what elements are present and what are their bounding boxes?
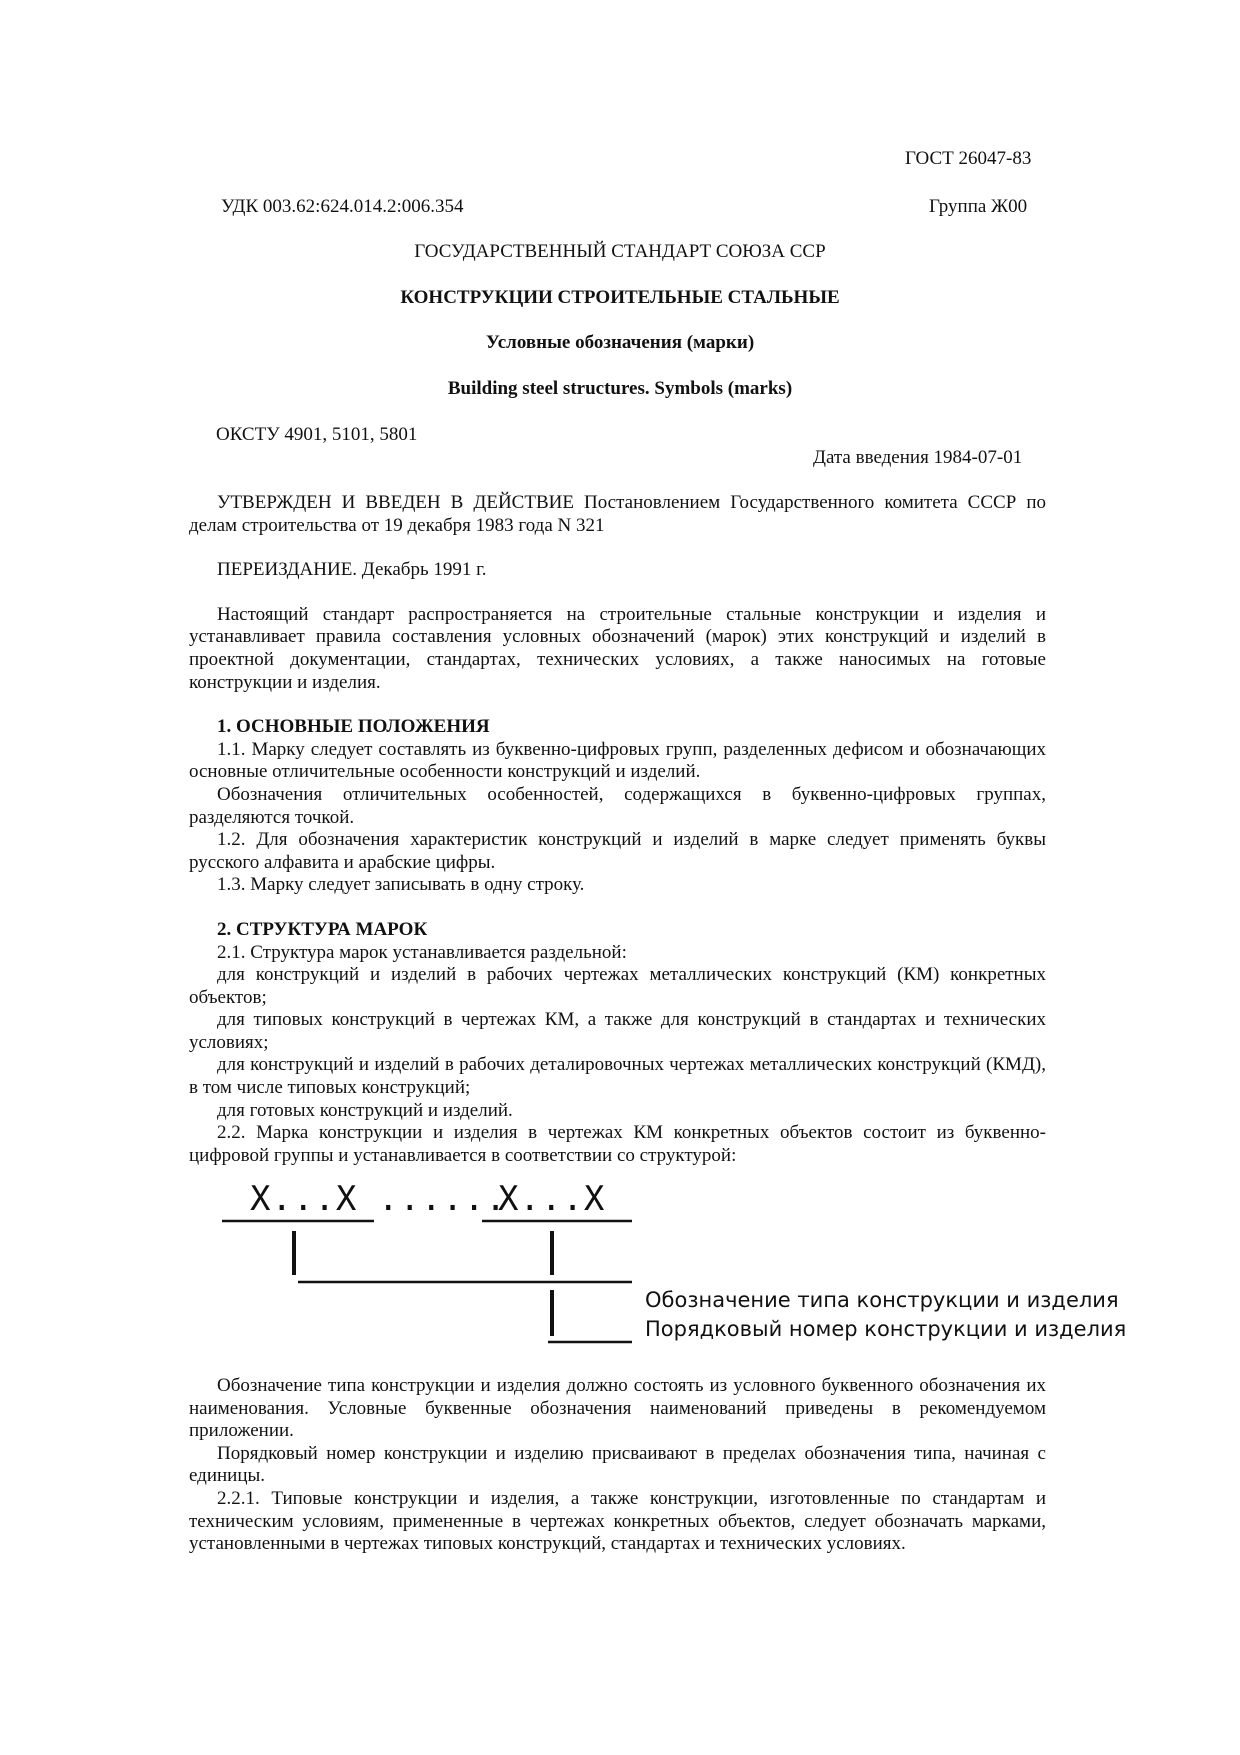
section2-p2: для конструкций и изделий в рабочих чертежах металлических конструкций (КМ) конкретных объектов; [189,964,1046,1008]
body-lower [189,1375,1046,1556]
udk-code: УДК 003.62:624.014.2:006.354 [221,196,464,217]
section2-p1: 2.1. Структура марок устанавливается раздельной: [217,941,627,963]
schema-dots: ...... [378,1179,507,1219]
section2-p6: 2.2. Марка конструкции и изделия в чертежах КМ конкретных объектов состоит из буквенно-цифровой группы и устанавливается в соответствии со структурой: [189,1122,1046,1166]
section2-p3: для типовых конструкций в чертежах КМ, а также для конструкций в стандартах и технических условиях; [189,1009,1046,1053]
intro-date: Дата введения 1984-07-01 [813,447,1023,468]
document-title-en: Building steel structures. Symbols (marks) [447,378,793,399]
okstu-codes: ОКСТУ 4901, 5101, 5801 [216,424,418,445]
section2-p9: 2.2.1. Типовые конструкции и изделия, а также конструкции, изготовленные по стандартам и техническим условиям, примененные в чертежах конкретных объектов, следует обозначать марками, установленными в чертежах типовых конструкций, стандартах и технических условиях. [189,1487,1046,1555]
document-subtitle: Условные обозначения (марки) [485,332,755,353]
legend-number: Порядковый номер конструкции и изделия [645,1317,1127,1341]
group-code: Группа Ж00 [929,196,1028,217]
scope-paragraph: Настоящий стандарт распространяется на строительные стальные конструкции и изделия и устанавливает правила составления условных обозначений (марок) этих конструкций и изделий в проектной документации, стандартах, технических условиях, а также наносимых на готовые конструкции и изделия. [189,603,1046,693]
standard-type: ГОСУДАРСТВЕННЫЙ СТАНДАРТ СОЮЗА ССР [414,241,826,262]
section1-p3: 1.2. Для обозначения характеристик конструкций и изделий в марке следует применять буквы русского алфавита и арабские цифры. [189,829,1046,873]
section2-heading: 2. СТРУКТУРА МАРОК [217,918,428,940]
section1-p4: 1.3. Марку следует записывать в одну строку. [217,874,585,896]
gost-number: ГОСТ 26047-83 [905,148,1032,169]
section2-p4: для конструкций и изделий в рабочих деталировочных чертежах металлических конструкций (КМД), в том числе типовых конструкций; [189,1054,1046,1099]
section2-p5: для готовых конструкций и изделий. [217,1099,513,1121]
section1-p2: Обозначения отличительных особенностей, содержащихся в буквенно-цифровых группах, разделяются точкой. [189,783,1046,828]
approval-paragraph: УТВЕРЖДЕН И ВВЕДЕН В ДЕЙСТВИЕ Постановлением Государственного комитета СССР по делам строительства от 19 декабря 1983 года N 321 [189,492,1046,536]
section2-p7: Обозначение типа конструкции и изделия должно состоять из условного буквенного обозначения их наименования. Условные буквенные обозначения наименований приведены в рекомендуемом приложении. [189,1375,1046,1442]
section1-heading: 1. ОСНОВНЫЕ ПОЛОЖЕНИЯ [217,716,490,738]
reissue-paragraph: ПЕРЕИЗДАНИЕ. Декабрь 1991 г. [217,559,487,581]
schema-group2: X...X [498,1179,606,1219]
legend-type: Обозначение типа конструкции и изделия [645,1288,1119,1312]
section1-p1: 1.1. Марку следует составлять из буквенно-цифровых групп, разделенных дефисом и обозначающих основные отличительные особенности конструкций и изделий. [189,738,1046,783]
document-title: КОНСТРУКЦИИ СТРОИТЕЛЬНЫЕ СТАЛЬНЫЕ [400,287,840,308]
section2-p8: Порядковый номер конструкции и изделию присваивают в пределах обозначения типа, начиная с единицы. [189,1442,1046,1487]
schema-group1: X...X [250,1179,358,1219]
